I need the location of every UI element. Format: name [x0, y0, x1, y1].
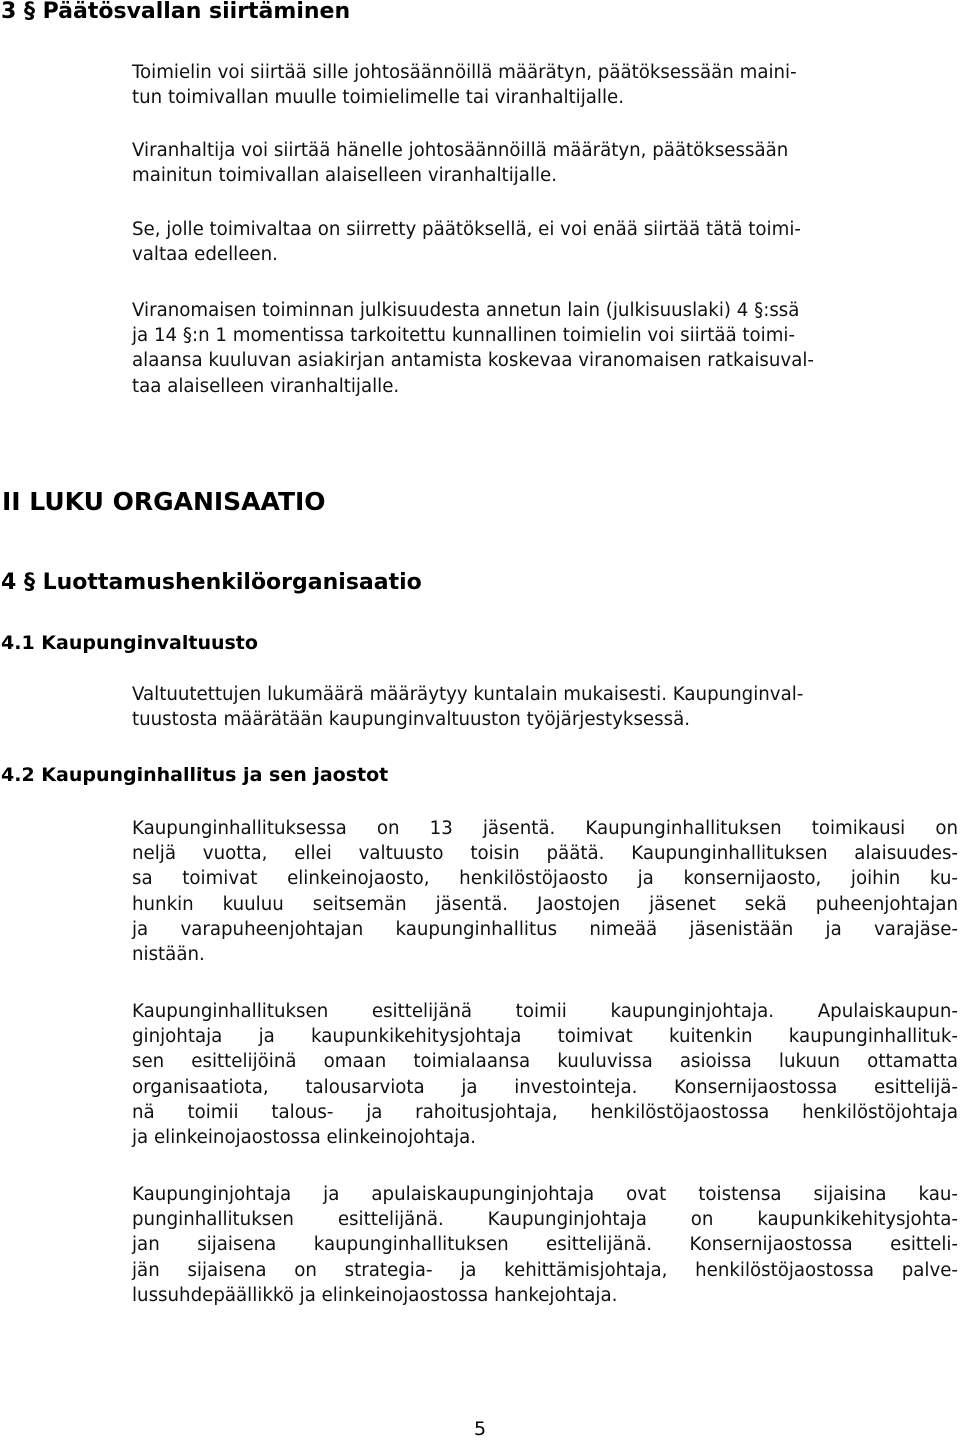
- subsection-4-1-heading: 4.1 Kaupunginvaltuusto: [1, 632, 258, 654]
- text-line: jän sijaisena on strategia- ja kehittämisjohtaja, henkilöstöjaostossa palve-: [132, 1259, 958, 1281]
- text-line: sa toimivat elinkeinojaosto, henkilöstöjaosto ja konsernijaosto, joihin ku-: [132, 868, 958, 890]
- chapter-heading: II LUKU ORGANISAATIO: [2, 487, 326, 516]
- text-line: alaansa kuuluvan asiakirjan antamista koskevaa viranomaisen ratkaisuval-: [132, 350, 814, 372]
- text-line: ginjohtaja ja kaupunkikehitysjohtaja toimivat kuitenkin kaupunginhallituk-: [132, 1026, 958, 1048]
- paragraph: [132, 138, 788, 188]
- section-3-heading: 3 § Päätösvallan siirtäminen: [1, 0, 351, 24]
- text-line: Viranomaisen toiminnan julkisuudesta annetun lain (julkisuuslaki) 4 §:ssä: [132, 300, 800, 321]
- text-line: sen esittelijöinä omaan toimialaansa kuuluvissa asioissa lukuun ottamatta: [132, 1051, 958, 1073]
- text-line: valtaa edelleen.: [132, 244, 278, 266]
- text-line: punginhallituksen esittelijänä. Kaupunginjohtaja on kaupunkikehitysjohta-: [132, 1209, 958, 1231]
- text-line: nistään.: [132, 944, 205, 966]
- text-line: jan sijaisena kaupunginhallituksen esittelijänä. Konsernijaostossa esitteli-: [132, 1234, 958, 1256]
- text-line: Kaupunginhallituksen esittelijänä toimii kaupunginjohtaja. Apulaiskaupun-: [132, 1001, 958, 1022]
- text-line: Toimielin voi siirtää sille johtosäännöillä määrätyn, päätöksessään maini-: [132, 62, 797, 83]
- text-line: organisaatiota, talousarviota ja investointeja. Konsernijaostossa esittelijä-: [132, 1076, 958, 1098]
- paragraph: [132, 682, 803, 732]
- paragraph: [132, 298, 814, 399]
- text-line: Valtuutettujen lukumäärä määräytyy kuntalain mukaisesti. Kaupunginval-: [132, 684, 804, 705]
- text-line: Viranhaltija voi siirtää hänelle johtosäännöillä määrätyn, päätöksessään: [132, 140, 789, 161]
- text-line: tuustosta määrätään kaupunginvaltuuston työjärjestyksessä.: [132, 709, 690, 731]
- paragraph: [132, 999, 958, 1150]
- paragraph: [132, 60, 797, 110]
- paragraph: [132, 217, 801, 267]
- subsection-4-2-heading: 4.2 Kaupunginhallitus ja sen jaostot: [1, 764, 389, 786]
- text-line: Kaupunginjohtaja ja apulaiskaupunginjohtaja ovat toistensa sijaisina kau-: [132, 1184, 958, 1205]
- text-line: taa alaiselleen viranhaltijalle.: [132, 375, 400, 397]
- text-line: ja varapuheenjohtajan kaupunginhallitus nimeää jäsenistään ja varajäse-: [132, 918, 958, 940]
- page-number: 5: [473, 1418, 487, 1440]
- paragraph: [132, 816, 958, 967]
- text-line: ja elinkeinojaostossa elinkeinojohtaja.: [132, 1127, 477, 1149]
- section-4-heading: 4 § Luottamushenkilöorganisaatio: [1, 570, 422, 595]
- text-line: hunkin kuuluu seitsemän jäsentä. Jaostojen jäsenet sekä puheenjohtajan: [132, 893, 958, 915]
- text-line: lussuhdepäällikkö ja elinkeinojaostossa hankejohtaja.: [132, 1284, 618, 1306]
- text-line: neljä vuotta, ellei valtuusto toisin päätä. Kaupunginhallituksen alaisuudes-: [132, 843, 958, 865]
- text-line: nä toimii talous- ja rahoitusjohtaja, henkilöstöjaostossa henkilöstöjohtaja: [132, 1101, 958, 1123]
- text-line: mainitun toimivallan alaiselleen viranhaltijalle.: [132, 165, 558, 187]
- text-line: ja 14 §:n 1 momentissa tarkoitettu kunnallinen toimielin voi siirtää toimi-: [132, 325, 796, 347]
- text-line: tun toimivallan muulle toimielimelle tai viranhaltijalle.: [132, 87, 624, 109]
- text-line: Kaupunginhallituksessa on 13 jäsentä. Kaupunginhallituksen toimikausi on: [132, 818, 958, 839]
- paragraph: [132, 1182, 958, 1308]
- text-line: Se, jolle toimivaltaa on siirretty päätöksellä, ei voi enää siirtää tätä toimi-: [132, 219, 801, 240]
